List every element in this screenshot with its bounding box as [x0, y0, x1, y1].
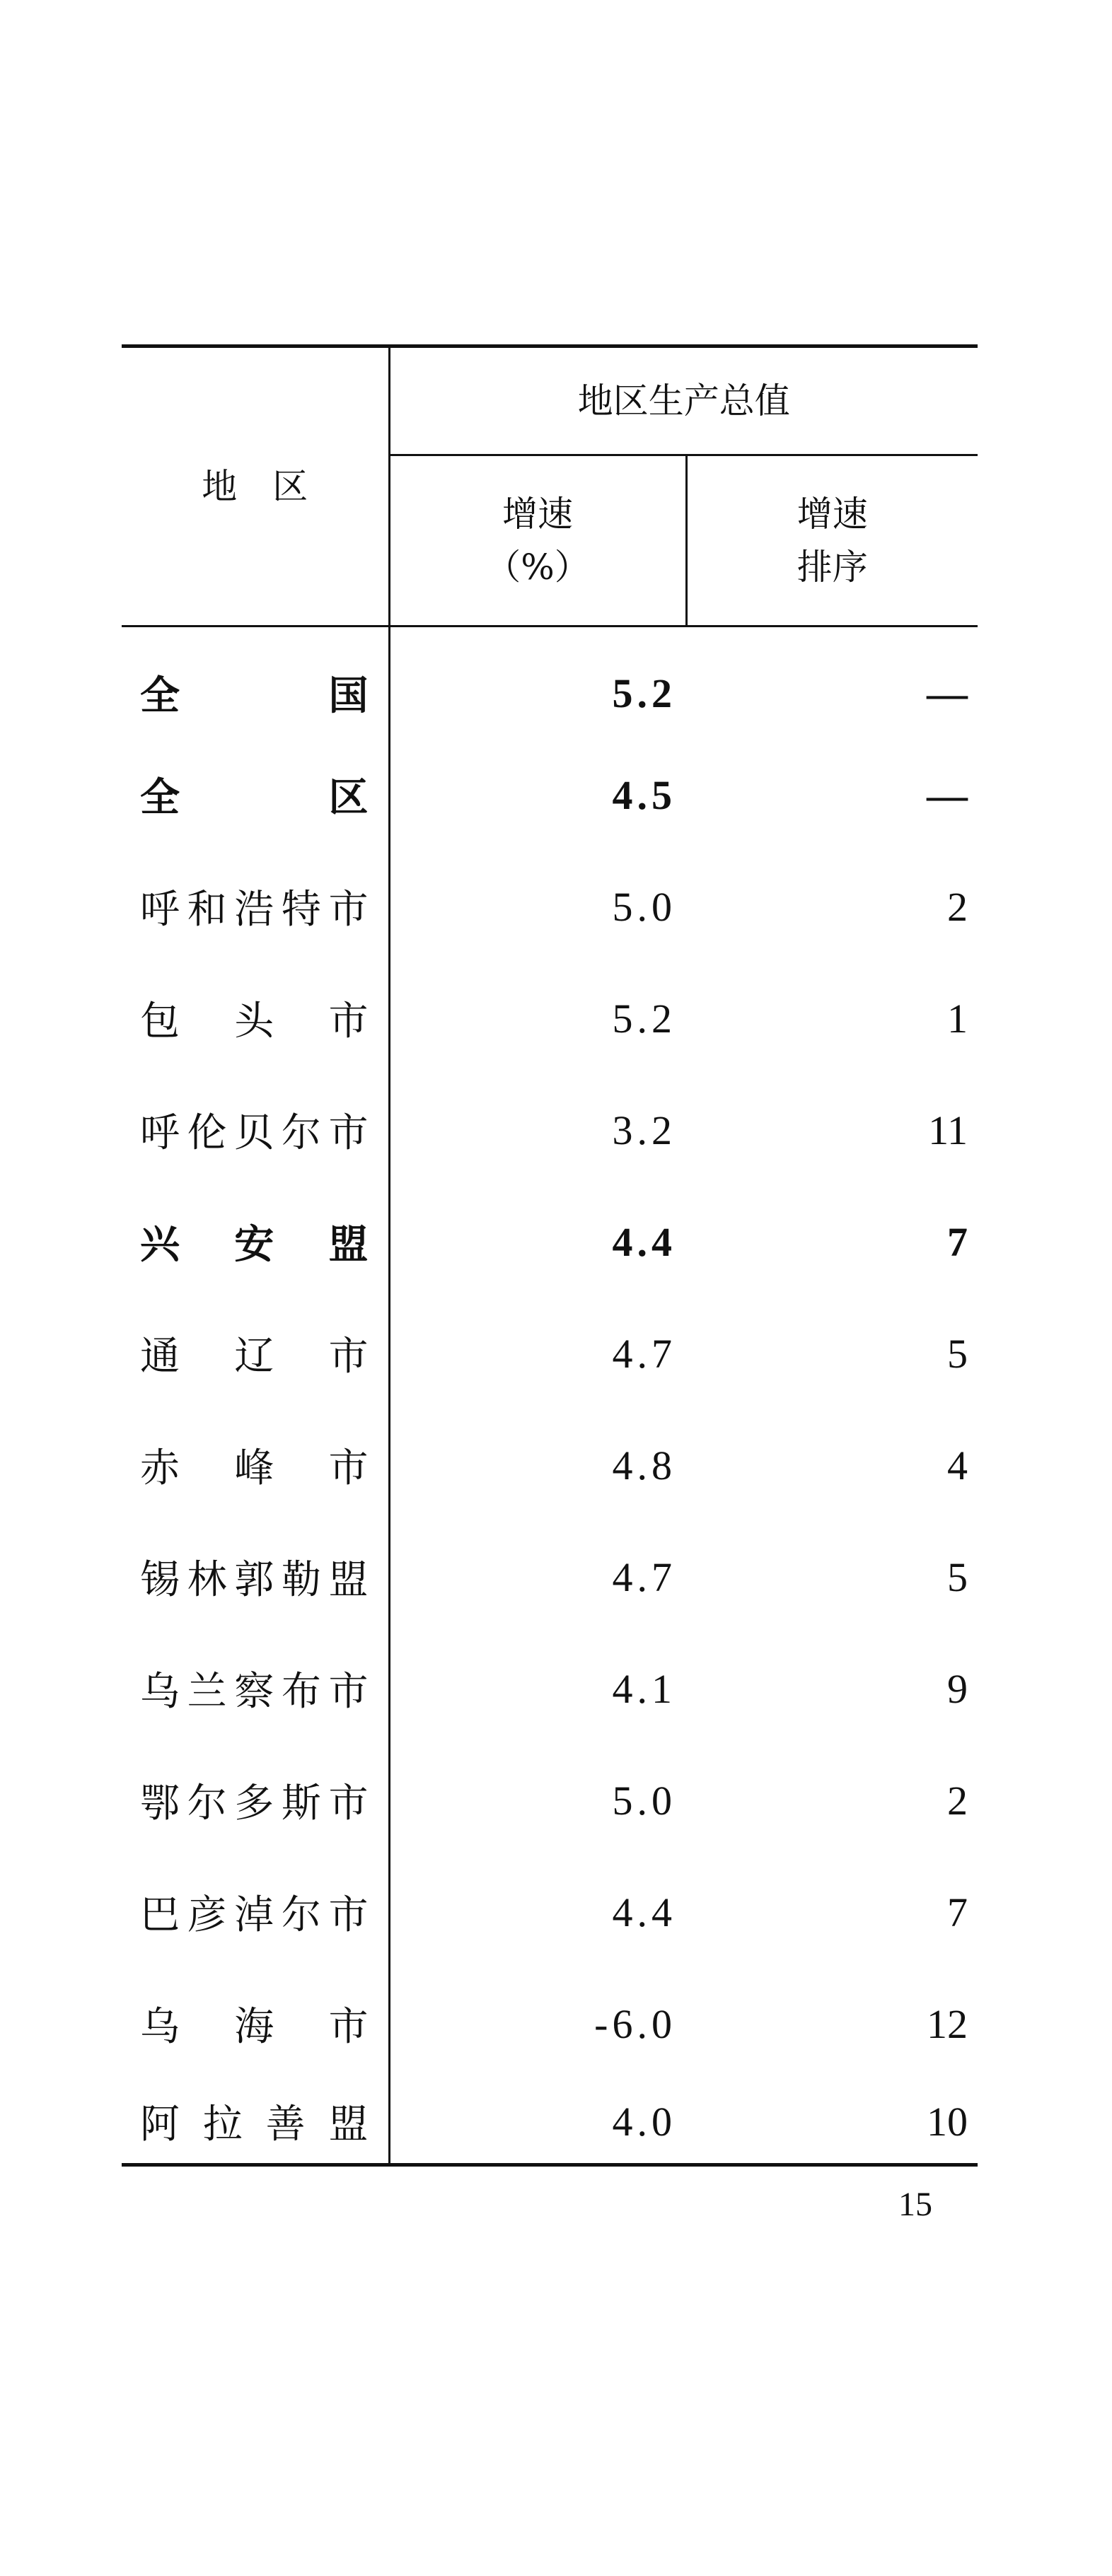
region-name: 包 头 市	[140, 998, 369, 1044]
rank-value: 9	[947, 1665, 968, 1712]
region-cell	[122, 1409, 389, 1521]
growth-value: 4.8	[612, 1442, 676, 1488]
table-row	[122, 1968, 978, 2080]
table-row	[122, 1409, 978, 1521]
region-cell	[122, 1856, 389, 1968]
rank-value: 7	[947, 1218, 968, 1265]
table-row	[122, 962, 978, 1074]
region-cell	[122, 962, 389, 1074]
region-cell	[122, 1298, 389, 1409]
region-name: 通 辽 市	[140, 1334, 369, 1380]
rank-value: —	[927, 670, 968, 716]
growth-value: 5.2	[612, 670, 676, 716]
rank-value: 12	[927, 2000, 968, 2047]
gdp-group-header	[389, 346, 978, 455]
rank-value: 5	[947, 1554, 968, 1600]
growth-value: 5.2	[612, 995, 676, 1042]
growth-value: 4.0	[389, 2080, 686, 2165]
rank-header-line2: 排序	[797, 546, 868, 588]
rank-value: 2	[947, 1777, 968, 1824]
growth-value: 5.0	[612, 1777, 676, 1824]
region-name: 兴 安 盟	[140, 1221, 369, 1268]
growth-header-line1: 增速	[502, 493, 573, 535]
gdp-growth-table	[122, 344, 978, 2167]
growth-value: 3.2	[612, 1107, 676, 1153]
rank-value: 5	[947, 1330, 968, 1377]
region-cell	[122, 2080, 389, 2165]
region-cell	[122, 1744, 389, 1856]
page-number: 15	[898, 2186, 932, 2223]
table-header	[122, 346, 978, 626]
table-row	[122, 1186, 978, 1298]
region-name: 巴 彦 淖 尔 市	[140, 1892, 369, 1938]
region-name: 阿 拉 善 盟	[140, 2102, 369, 2147]
growth-value: 4.7	[612, 1554, 676, 1600]
region-name: 乌 兰 察 布 市	[140, 1669, 369, 1715]
region-column-header	[122, 346, 389, 626]
growth-column-header	[389, 455, 686, 626]
table-body	[122, 626, 978, 2165]
region-cell	[122, 1968, 389, 2080]
region-name: 呼 和 浩 特 市	[140, 887, 369, 933]
region-name: 呼 伦 贝 尔 市	[140, 1110, 369, 1156]
table-row	[122, 1298, 978, 1409]
table-row	[122, 2080, 978, 2165]
region-header-label: 地 区	[202, 465, 308, 507]
table-row	[122, 1744, 978, 1856]
growth-header-line2: （%）	[485, 546, 590, 588]
growth-value: 4.7	[612, 1330, 676, 1377]
growth-value: 5.0	[612, 883, 676, 930]
rank-value: —	[927, 771, 968, 818]
growth-value: -6.0	[594, 2000, 676, 2047]
rank-value: 2	[947, 883, 968, 930]
rank-value: 11	[928, 1107, 968, 1153]
growth-value: 4.5	[612, 771, 676, 818]
region-name: 锡 林 郭 勒 盟	[140, 1557, 369, 1603]
region-cell	[122, 1074, 389, 1186]
rank-column-header	[686, 455, 978, 626]
rank-value: 1	[947, 995, 968, 1042]
table-row	[122, 1521, 978, 1633]
region-name: 鄂 尔 多 斯 市	[140, 1781, 369, 1826]
region-cell	[122, 1186, 389, 1298]
rank-header-line1: 增速	[797, 493, 868, 535]
table-row	[122, 1633, 978, 1744]
table-row	[122, 851, 978, 962]
rank-value: 4	[947, 1442, 968, 1488]
region-cell	[122, 851, 389, 962]
region-cell	[122, 1633, 389, 1744]
region-name: 赤 峰 市	[140, 1445, 369, 1491]
table-row	[122, 1856, 978, 1968]
region-name: 全 国	[140, 672, 369, 719]
region-cell	[122, 626, 389, 740]
region-name: 全 区	[140, 774, 369, 821]
growth-value: 4.4	[612, 1889, 676, 1935]
gdp-growth-table-wrapper	[122, 344, 978, 2167]
rank-value: 7	[947, 1889, 968, 1935]
table-row	[122, 1074, 978, 1186]
table-row	[122, 626, 978, 740]
region-cell	[122, 1521, 389, 1633]
region-cell	[122, 739, 389, 851]
table-row	[122, 739, 978, 851]
gdp-group-header-label: 地区生产总值	[577, 380, 790, 421]
region-name: 乌 海 市	[140, 2004, 369, 2050]
growth-value: 4.4	[612, 1218, 676, 1265]
growth-value: 4.1	[612, 1665, 676, 1712]
rank-value: 10	[686, 2080, 978, 2165]
